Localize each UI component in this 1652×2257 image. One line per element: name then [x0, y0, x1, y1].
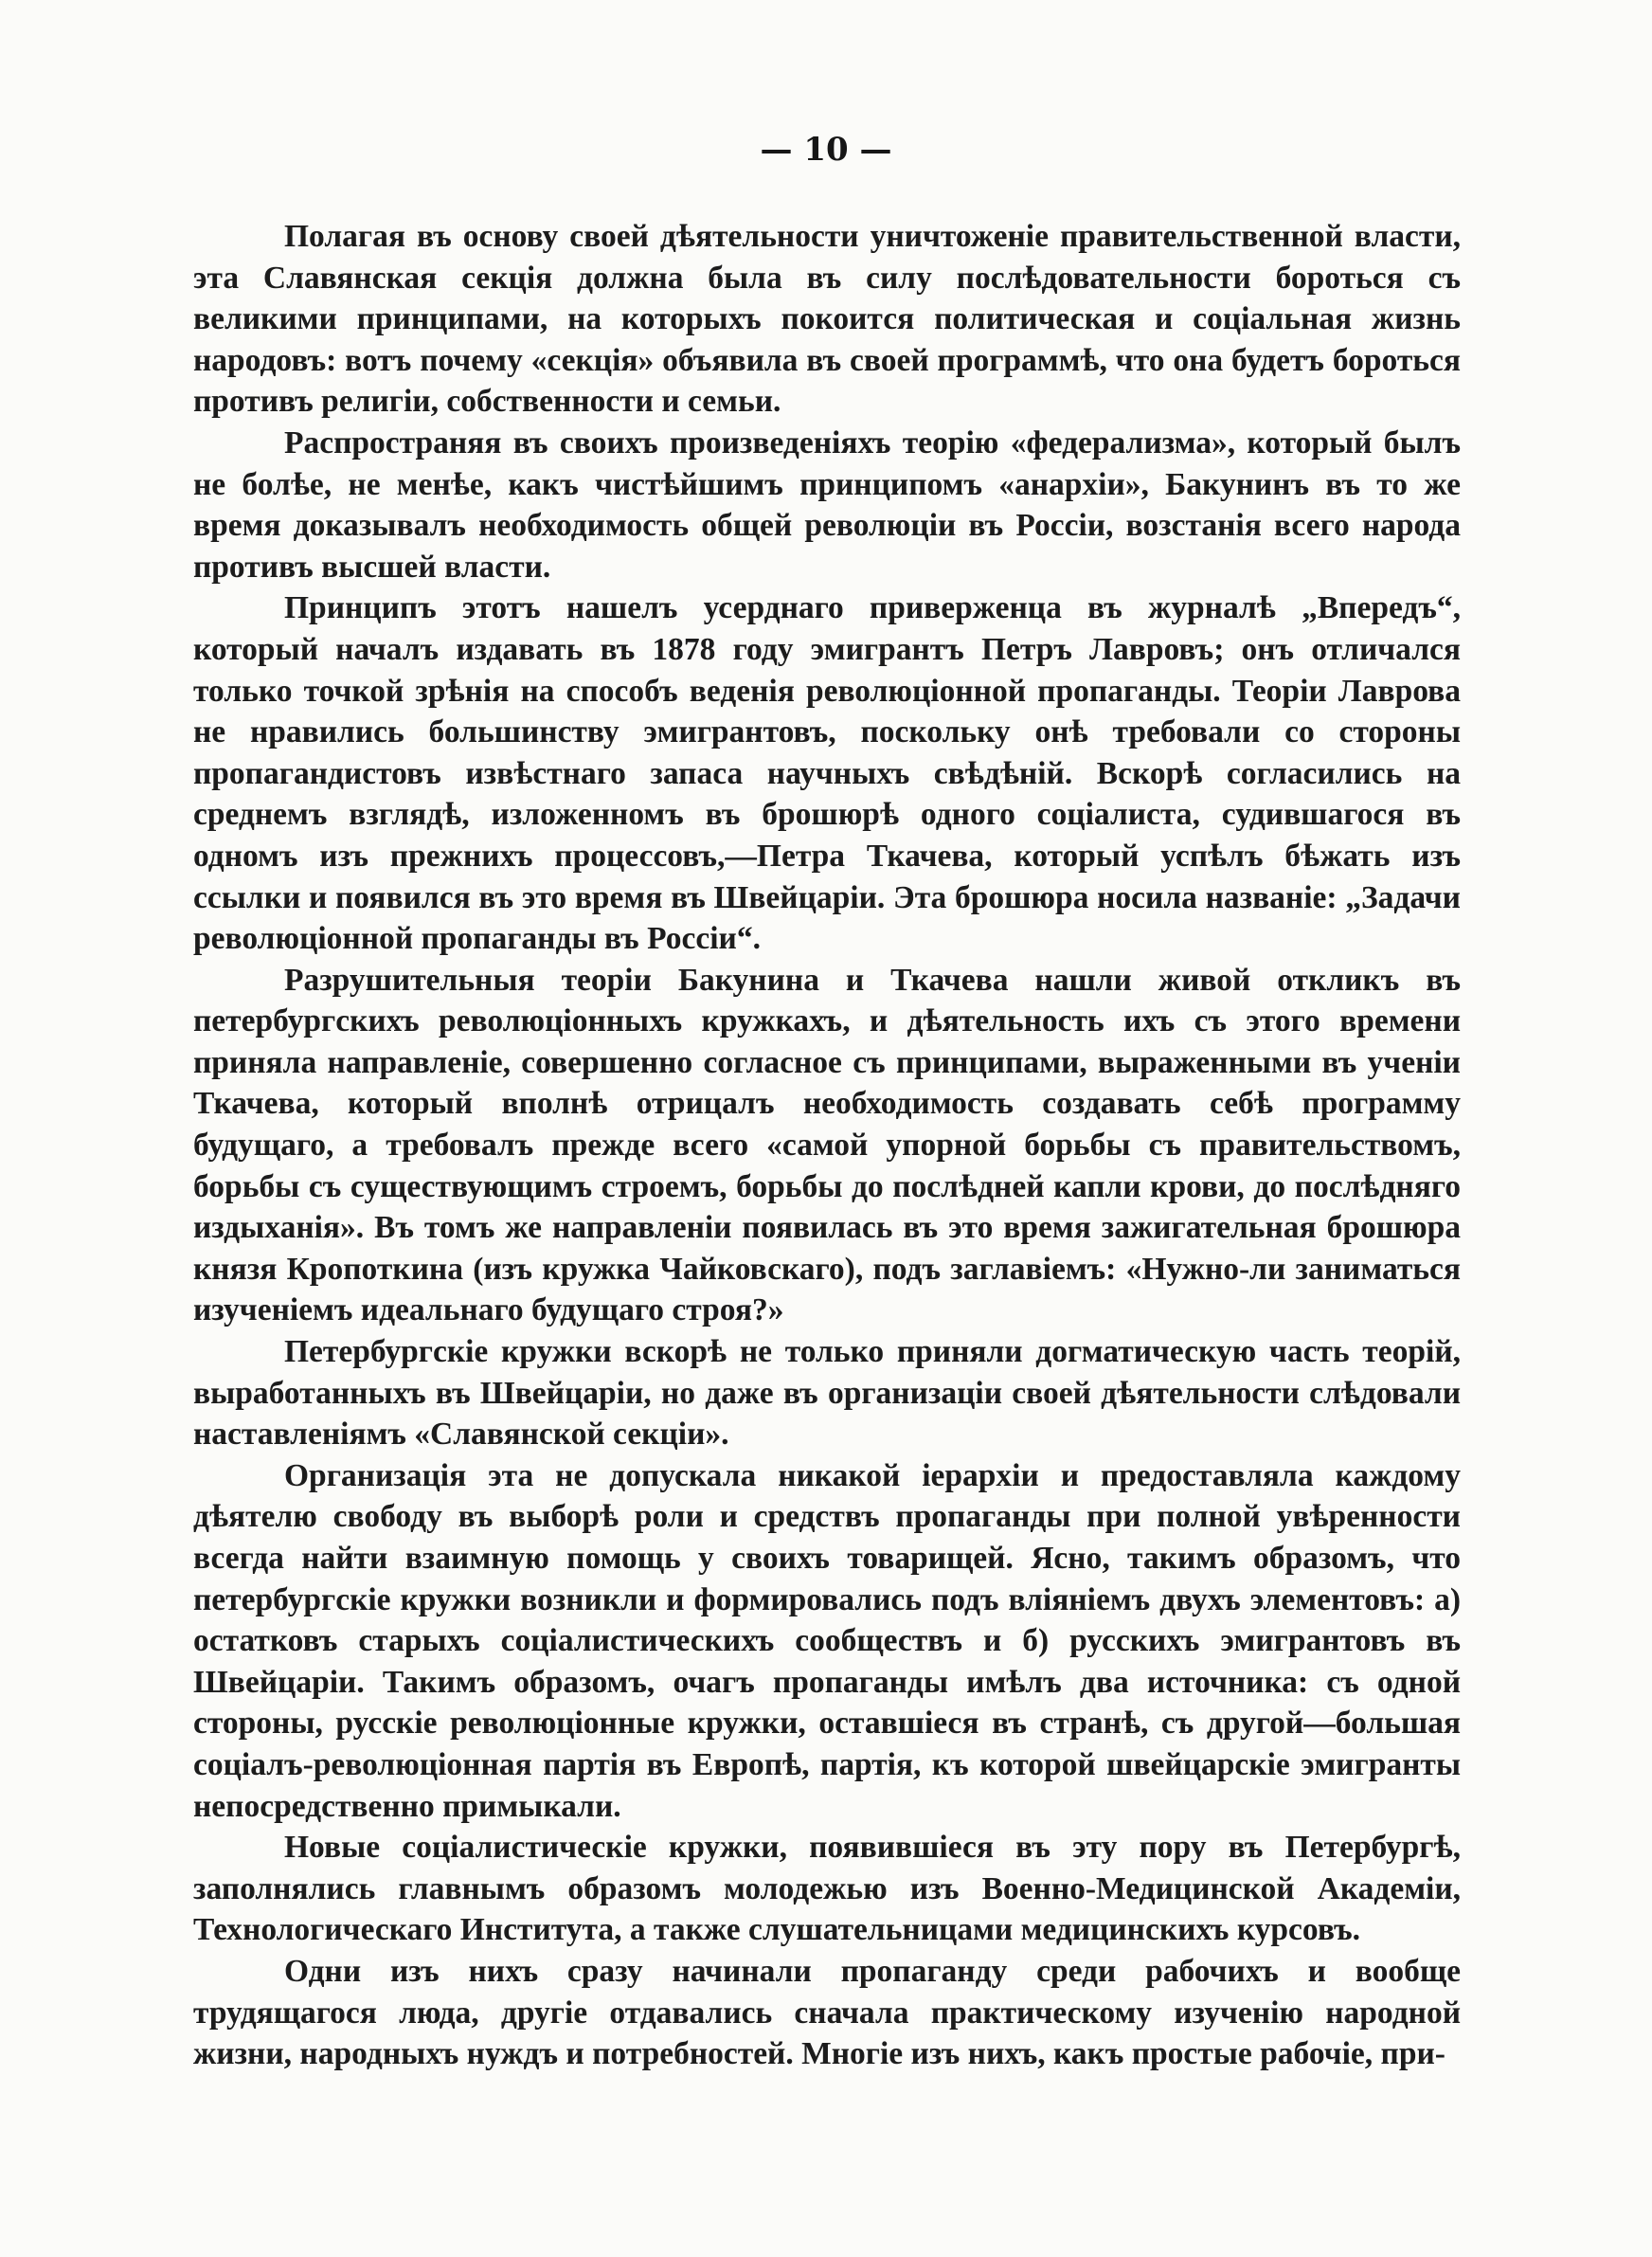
paragraph-1: Полагая въ основу своей дѣятельности уничтоженіе правительственной власти, эта Славянская секція должна была въ силу послѣдовательности бороться съ великими принципами, на которыхъ покоится политическая и соціальная жизнь народовъ: вотъ почему «секція» объявила въ своей программѣ, что она будетъ бороться противъ религіи, собственности и семьи. [193, 219, 1461, 420]
body-text [193, 216, 1461, 2075]
paragraph-3: Принципъ этотъ нашелъ усерднаго приверженца въ журналѣ „Впередъ“, который началъ издавать въ 1878 году эмигрантъ Петръ Лавровъ; онъ отличался только точкой зрѣнія на способъ веденія революціонной пропаганды. Теоріи Лаврова не нравились большинству эмигрантовъ, поскольку онѣ требовали со стороны пропагандистовъ извѣстнаго запаса научныхъ свѣдѣній. Вскорѣ согласились на среднемъ взглядѣ, изложенномъ въ брошюрѣ одного соціалиста, судившагося въ одномъ изъ прежнихъ процессовъ,—Петра Ткачева, который успѣлъ бѣжать изъ ссылки и появился въ это время въ Швейцаріи. Эта брошюра носила названіе: „Задачи революціонной пропаганды въ Россіи“. [193, 590, 1461, 957]
paragraph-2: Распространяя въ своихъ произведеніяхъ теорію «федерализма», который былъ не болѣе, не менѣе, какъ чистѣйшимъ принципомъ «анархіи», Бакунинъ въ то же время доказывалъ необходимость общей революціи въ Россіи, возстанія всего народа противъ высшей власти. [193, 424, 1461, 585]
paragraph-6: Организація эта не допускала никакой іерархіи и предоставляла каждому дѣятелю свободу въ выборѣ роли и средствъ пропаганды при полной увѣренности всегда найти взаимную помощь у своихъ товарищей. Ясно, такимъ образомъ, что петербургскіе кружки возникли и формировались подъ вліяніемъ двухъ элементовъ: а) остатковъ старыхъ соціалистическихъ сообществъ и б) русскихъ эмигрантовъ въ Швейцаріи. Такимъ образомъ, очагъ пропаганды имѣлъ два источника: съ одной стороны, русскіе революціонные кружки, оставшіеся въ странѣ, съ другой—большая соціалъ-революціонная партія въ Европѣ, партія, къ которой швейцарскіе эмигранты непосредственно примыкали. [193, 1457, 1461, 1824]
paragraph-5: Петербургскіе кружки вскорѣ не только приняли догматическую часть теорій, выработанныхъ въ Швейцаріи, но даже въ организаціи своей дѣятельности слѣдовали наставленіямъ «Славянской секціи». [193, 1334, 1461, 1453]
page-number: — 10 — [760, 131, 892, 169]
paragraph-7: Новые соціалистическіе кружки, появившіеся въ эту пору въ Петербургѣ, заполнялись главнымъ образомъ молодежью изъ Военно-Медицинской Академіи, Технологическаго Института, а также слушательницами медицинскихъ курсовъ. [193, 1830, 1461, 1948]
paragraph-8: Одни изъ нихъ сразу начинали пропаганду среди рабочихъ и вообще трудящагося люда, другіе отдавались сначала практическому изученію народной жизни, народныхъ нуждъ и потребностей. Многіе изъ нихъ, какъ простые рабочіе, при- [193, 1953, 1461, 2072]
paragraph-4: Разрушительныя теоріи Бакунина и Ткачева нашли живой откликъ въ петербургскихъ революціонныхъ кружкахъ, и дѣятельность ихъ съ этого времени приняла направленіе, совершенно согласное съ принципами, выраженными въ ученіи Ткачева, который вполнѣ отрицалъ необходимость создавать себѣ программу будущаго, а требовалъ прежде всего «самой упорной борьбы съ правительствомъ, борьбы съ существующимъ строемъ, борьбы до послѣдней капли крови, до послѣдняго издыханія». Въ томъ же направленіи появилась въ это время зажигательная брошюра князя Кропоткина (изъ кружка Чайковскаго), подъ заглавіемъ: «Нужно-ли заниматься изученіемъ идеальнаго будущаго строя?» [193, 962, 1461, 1328]
